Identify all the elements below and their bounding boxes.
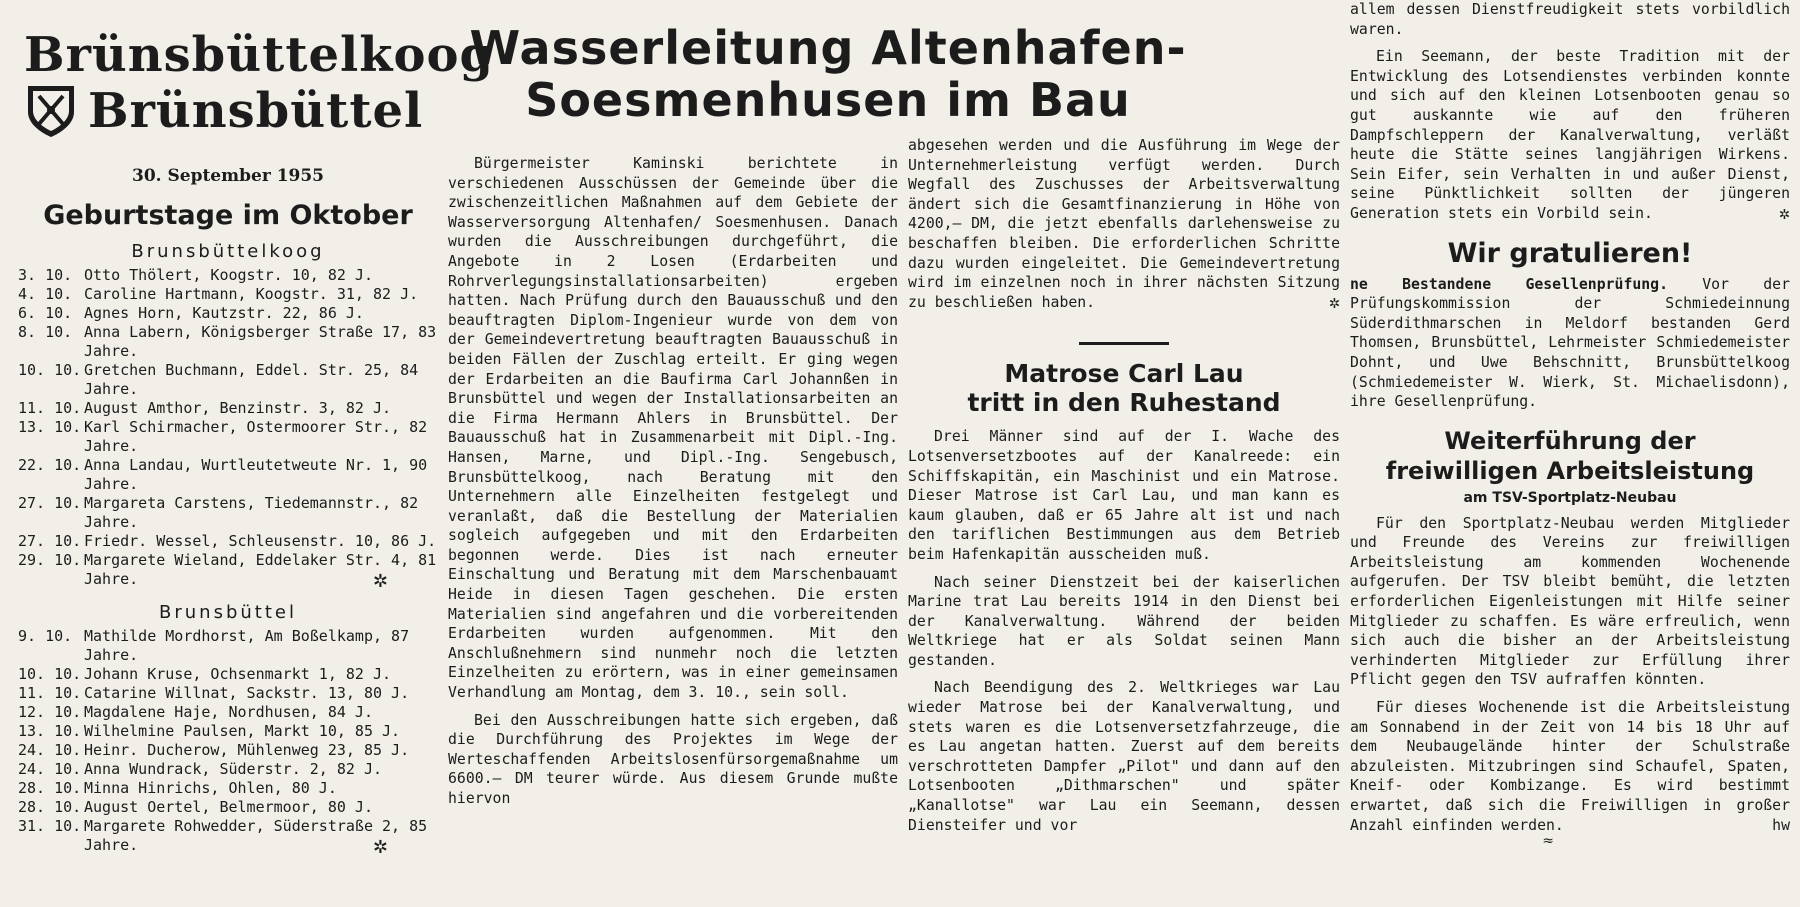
arbeit-paragraph-2: Für dieses Wochenende ist die Arbeitsleistung am Sonnabend in der Zeit von 14 bis 18 Uhr auf dem Neubaugelände hinter der Schulstraße abzuleisten. Mitzubringen sind Schaufel, Spaten, Kneif- oder Kombizange. Es wird bestimmt erwartet, daß sich die Freiwilligen in großer Anzahl einfinden werden. <box>1350 699 1790 834</box>
birthday-entry <box>18 456 438 494</box>
birthday-entry <box>18 703 438 722</box>
birthday-entry <box>18 722 438 741</box>
star-icon: ✲ <box>1779 202 1790 224</box>
end-mark-icon: ≈ <box>1542 833 1554 850</box>
birthday-date: 8. 10. <box>18 323 73 341</box>
lau-title <box>908 359 1340 417</box>
birthday-entry <box>18 399 438 418</box>
birthday-date: 28. 10. <box>18 798 82 816</box>
gratulieren-body <box>1350 275 1790 412</box>
birthday-date: 11. 10. <box>18 684 82 702</box>
birthday-groups <box>18 241 438 858</box>
birthday-text: Otto Thölert, Koogstr. 10, 82 J. <box>84 266 373 284</box>
birthday-text: August Oertel, Belmermoor, 80 J. <box>84 798 373 816</box>
birthday-text: Margareta Carstens, Tiedemannstr., 82 Jahre. <box>84 494 419 531</box>
masthead-line1: Brünsbüttelkoog <box>24 27 495 83</box>
birthday-text: Agnes Horn, Kautzstr. 22, 86 J. <box>84 304 364 322</box>
column-lau <box>908 0 1340 907</box>
water-title-line2: Soesmenhusen im Bau <box>525 73 1131 127</box>
birthday-text: August Amthor, Benzinstr. 3, 82 J. <box>84 399 392 417</box>
star-icon: ✲ <box>1329 291 1340 313</box>
birthday-text: Mathilde Mordhorst, Am Boßelkamp, 87 Jahre. <box>84 627 410 664</box>
article-divider <box>1079 342 1169 345</box>
birthday-entry <box>18 323 438 361</box>
water-body-continued <box>908 136 1340 312</box>
birthday-entry <box>18 779 438 798</box>
birthday-entry <box>18 551 438 589</box>
birthday-text: Anna Labern, Königsberger Straße 17, 83 Jahre. <box>84 323 437 360</box>
birthday-text: Anna Landau, Wurtleutetweute Nr. 1, 90 Jahre. <box>84 456 428 493</box>
birthday-text: Friedr. Wessel, Schleusenstr. 10, 86 J. <box>84 532 437 550</box>
birthday-date: 22. 10. <box>18 456 82 474</box>
birthday-date: 4. 10. <box>18 285 73 303</box>
birthday-date: 13. 10. <box>18 418 82 436</box>
birthday-text: Karl Schirmacher, Ostermoorer Str., 82 Jahre. <box>84 418 428 455</box>
birthday-entry <box>18 494 438 532</box>
birthday-date: 6. 10. <box>18 304 73 322</box>
arbeit-paragraph-1: Für den Sportplatz-Neubau werden Mitglieder und Freunde des Vereins zur freiwilligen Arbeitsleistung am kommenden Wochenende aufgerufen. Der TSV bleibt bemüht, die letzten erforderlichen Eigenleistungen mit Hilfe seiner Mitglieder zu schaffen. Es wäre erfreulich, wenn sich auch die bisher an der Arbeitsleistung verhinderten Mitglieder zur Erfüllung ihrer Pflicht gegen den TSV aufraffen könnten. <box>1350 514 1790 689</box>
town-crest-icon <box>24 82 78 140</box>
star-icon: ✲ <box>372 571 388 592</box>
birthday-entry <box>18 798 438 817</box>
water-body <box>448 154 898 809</box>
birthday-entry <box>18 741 438 760</box>
birthday-place-heading: Brunsbüttelkoog <box>131 241 325 262</box>
birthday-entry <box>18 285 438 304</box>
birthday-date: 24. 10. <box>18 760 82 778</box>
lau-paragraph-2: Nach seiner Dienstzeit bei der kaiserlichen Marine trat Lau bereits 1914 in den Dienst bei der Kanalverwaltung. Während der beiden Weltkriege hat er als Soldat seinen Mann gestanden. <box>908 573 1340 669</box>
lau-title-line2: tritt in den Ruhestand <box>967 388 1281 418</box>
column-birthdays <box>18 0 495 907</box>
column-notices <box>1350 0 1790 907</box>
gratulieren-text: Vor der Prüfungskommission der Schmiedeinnung Süderdithmarschen in Meldorf bestanden Gerd Thomsen, Brunsbüttel, Lehrmeister Schmiedemeister Dohnt, und Uwe Behschnitt, Brunsbüttelkoog (Schmiedemeister W. Wierk, St. Michaelisdonn), ihre Gesellenprüfung. <box>1350 275 1790 411</box>
lau-title-line1: Matrose Carl Lau <box>1004 359 1244 389</box>
arbeit-title <box>1350 426 1790 486</box>
lau-paragraph-3-continued: allem dessen Dienstfreudigkeit stets vorbildlich waren. <box>1350 1 1790 38</box>
arbeit-title-line2: freiwilligen Arbeitsleistung <box>1385 456 1755 485</box>
birthday-date: 11. 10. <box>18 399 82 417</box>
birthday-entry <box>18 684 438 703</box>
birthdays-heading: Geburtstage im Oktober <box>43 200 413 231</box>
lau-body <box>908 427 1340 835</box>
birthday-date: 29. 10. <box>18 551 82 569</box>
birthday-date: 28. 10. <box>18 779 82 797</box>
birthday-date: 9. 10. <box>18 627 73 645</box>
lau-body-continued <box>1350 0 1790 224</box>
birthday-entry <box>18 817 438 855</box>
birthday-entry <box>18 627 438 665</box>
birthday-text: Anna Wundrack, Süderstr. 2, 82 J. <box>84 760 383 778</box>
star-icon: ✲ <box>372 837 388 858</box>
birthday-date: 10. 10. <box>18 361 82 379</box>
water-paragraph-1: Bürgermeister Kaminski berichtete in verschiedenen Ausschüssen der Gemeinde über die zwischenzeitlichen Maßnahmen auf dem Gebiete der Wasserversorgung Altenhafen/ Soesmenhusen. Danach wurden die Ausschreibungen durchgeführt, die Angebote in 2 Losen (Erdarbeiten und Rohrverlegungsinstallationsarbeiten) ergeben hatten. Nach Prüfung durch den Bauausschuß und den beauftragten Diplom-Ingenieur wurde von dem von der Gemeindevertretung beauftragten Bauausschuß in beiden Fällen der Zuschlag erteilt. Er ging wegen der Erdarbeiten an die Baufirma Carl Johannßen in Brunsbüttel und wegen der Installationsarbeiten an die Firma Hermann Ahlers in Brunsbüttel. Der Bauausschuß hat in Zusammenarbeit mit Dipl.-Ing. Hansen, Marne, und Dipl.-Ing. Sengebusch, Brunsbüttelkoog, nach Beratung mit den Unternehmern alle Einzelheiten festgelegt und veranlaßt, daß die Bestellung der Materialien sogleich aufgegeben und mit den Erdarbeiten begonnen werde. Dies ist nach erneuter Einschaltung und Beratung mit dem Marschenbauamt Heide in diesen Tagen geschehen. Die ersten Materialien sind angefahren und die vorbereitenden Erdarbeiten wurden aufgenommen. Mit den Anschlußnehmern sind nunmehr noch die letzten Einzelheiten zu erörtern, was in einer gemeinsamen Verhandlung am Montag, dem 3. 10., sein soll. <box>448 155 898 702</box>
birthday-text: Margarete Wieland, Eddelaker Str. 4, 81 Jahre. <box>84 551 437 588</box>
birthday-entry <box>18 361 438 399</box>
birthday-text: Magdalene Haje, Nordhusen, 84 J. <box>84 703 373 721</box>
birthday-entry <box>18 532 438 551</box>
birthday-date: 27. 10. <box>18 494 82 512</box>
water-paragraph-2: Bei den Ausschreibungen hatte sich ergeben, daß die Durchführung des Projektes im Wege der Werteschaffenden Arbeitslosenfürsorgemaßnahme um 6600.— DM teurer würde. Aus diesem Grunde mußte hiervon <box>448 711 898 807</box>
lau-paragraph-3: Nach Beendigung des 2. Weltkrieges war Lau wieder Matrose bei der Kanalverwaltung, und stets waren es die Lotsenversetzfahrzeuge, die es Lau angetan hatten. Zuerst auf dem bereits verschrotteten Dampfer „Pilot" und dann auf den Lotsenbooten „Dithmarschen" und später „Kanallotse" war Lau ein Seemann, dessen Diensteifer und vor <box>908 679 1340 834</box>
birthday-text: Minna Hinrichs, Ohlen, 80 J. <box>84 779 337 797</box>
birthday-entry <box>18 760 438 779</box>
birthday-date: 12. 10. <box>18 703 82 721</box>
water-title-line1: Wasserleitung Altenhafen- <box>469 21 1187 75</box>
birthday-entry <box>18 665 438 684</box>
birthday-text: Margarete Rohwedder, Süderstraße 2, 85 Jahre. <box>84 817 428 854</box>
birthday-text: Catarine Willnat, Sackstr. 13, 80 J. <box>84 684 410 702</box>
birthday-entry <box>18 304 438 323</box>
lau-paragraph-1: Drei Männer sind auf der I. Wache des Lotsenversetzbootes auf der Kanalreede: ein Schiffskapitän, ein Maschinist und ein Matrose. Dieser Matrose ist Carl Lau, und man kann es kaum glauben, daß er 65 Jahre alt ist und nach den tariflichen Bestimmungen aus dem Betrieb beim Hafenkapitän ausscheiden muß. <box>908 428 1340 563</box>
masthead <box>24 27 495 140</box>
water-paragraph-2-continued: abgesehen werden und die Ausführung im Wege der Unternehmerleistung verfügt werden. Durch Wegfall des Zuschusses der Arbeitsverwaltung ändert sich die Gesamtfinanzierung in Höhe von 4200,— DM, die jetzt ebenfalls darlehensweise zu beschaffen bleiben. Die erforderlichen Schritte dazu wurden eingeleitet. Die Gemeindevertretung wird im einzelnen noch in ihrer nächsten Sitzung zu beschließen haben. <box>908 137 1340 311</box>
birthday-date: 10. 10. <box>18 665 82 683</box>
birthday-date: 3. 10. <box>18 266 73 284</box>
birthday-entry <box>18 266 438 285</box>
birthday-text: Wilhelmine Paulsen, Markt 10, 85 J. <box>84 722 401 740</box>
birthday-text: Heinr. Ducherow, Mühlenweg 23, 85 J. <box>84 741 410 759</box>
author-initials: hw <box>1772 816 1790 834</box>
arbeit-subtitle: am TSV-Sportplatz-Neubau <box>1463 489 1677 506</box>
birthday-text: Johann Kruse, Ochsenmarkt 1, 82 J. <box>84 665 392 683</box>
gratulieren-title: Wir gratulieren! <box>1447 237 1693 269</box>
birthday-date: 13. 10. <box>18 722 82 740</box>
arbeit-body <box>1350 514 1790 836</box>
birthday-entry <box>18 418 438 456</box>
issue-date: 30. September 1955 <box>131 166 325 186</box>
arbeit-title-line1: Weiterführung der <box>1444 426 1696 455</box>
masthead-line2: Brünsbüttel <box>88 83 424 139</box>
birthday-date: 24. 10. <box>18 741 82 759</box>
birthday-text: Caroline Hartmann, Koogstr. 31, 82 J. <box>84 285 419 303</box>
gratulieren-lead: ne Bestandene Gesellenprüfung. <box>1350 275 1668 293</box>
lau-paragraph-4: Ein Seemann, der beste Tradition mit der Entwicklung des Lotsendienstes verbinden konnte und sich auf den kleinen Lotsenbooten genau so gut auskannte wie auf den früheren Dampfschleppern der Kanalverwaltung, verläßt heute die Stätte seines langjährigen Wirkens. Sein Eifer, sein Verhalten in und außer Dienst, seine Pünktlichkeit sollten der jüngeren Generation stets ein Vorbild sein. <box>1350 48 1790 222</box>
birthday-text: Gretchen Buchmann, Eddel. Str. 25, 84 Jahre. <box>84 361 419 398</box>
birthday-place-heading: Brunsbüttel <box>159 602 297 623</box>
birthday-date: 31. 10. <box>18 817 82 835</box>
birthday-date: 27. 10. <box>18 532 82 550</box>
